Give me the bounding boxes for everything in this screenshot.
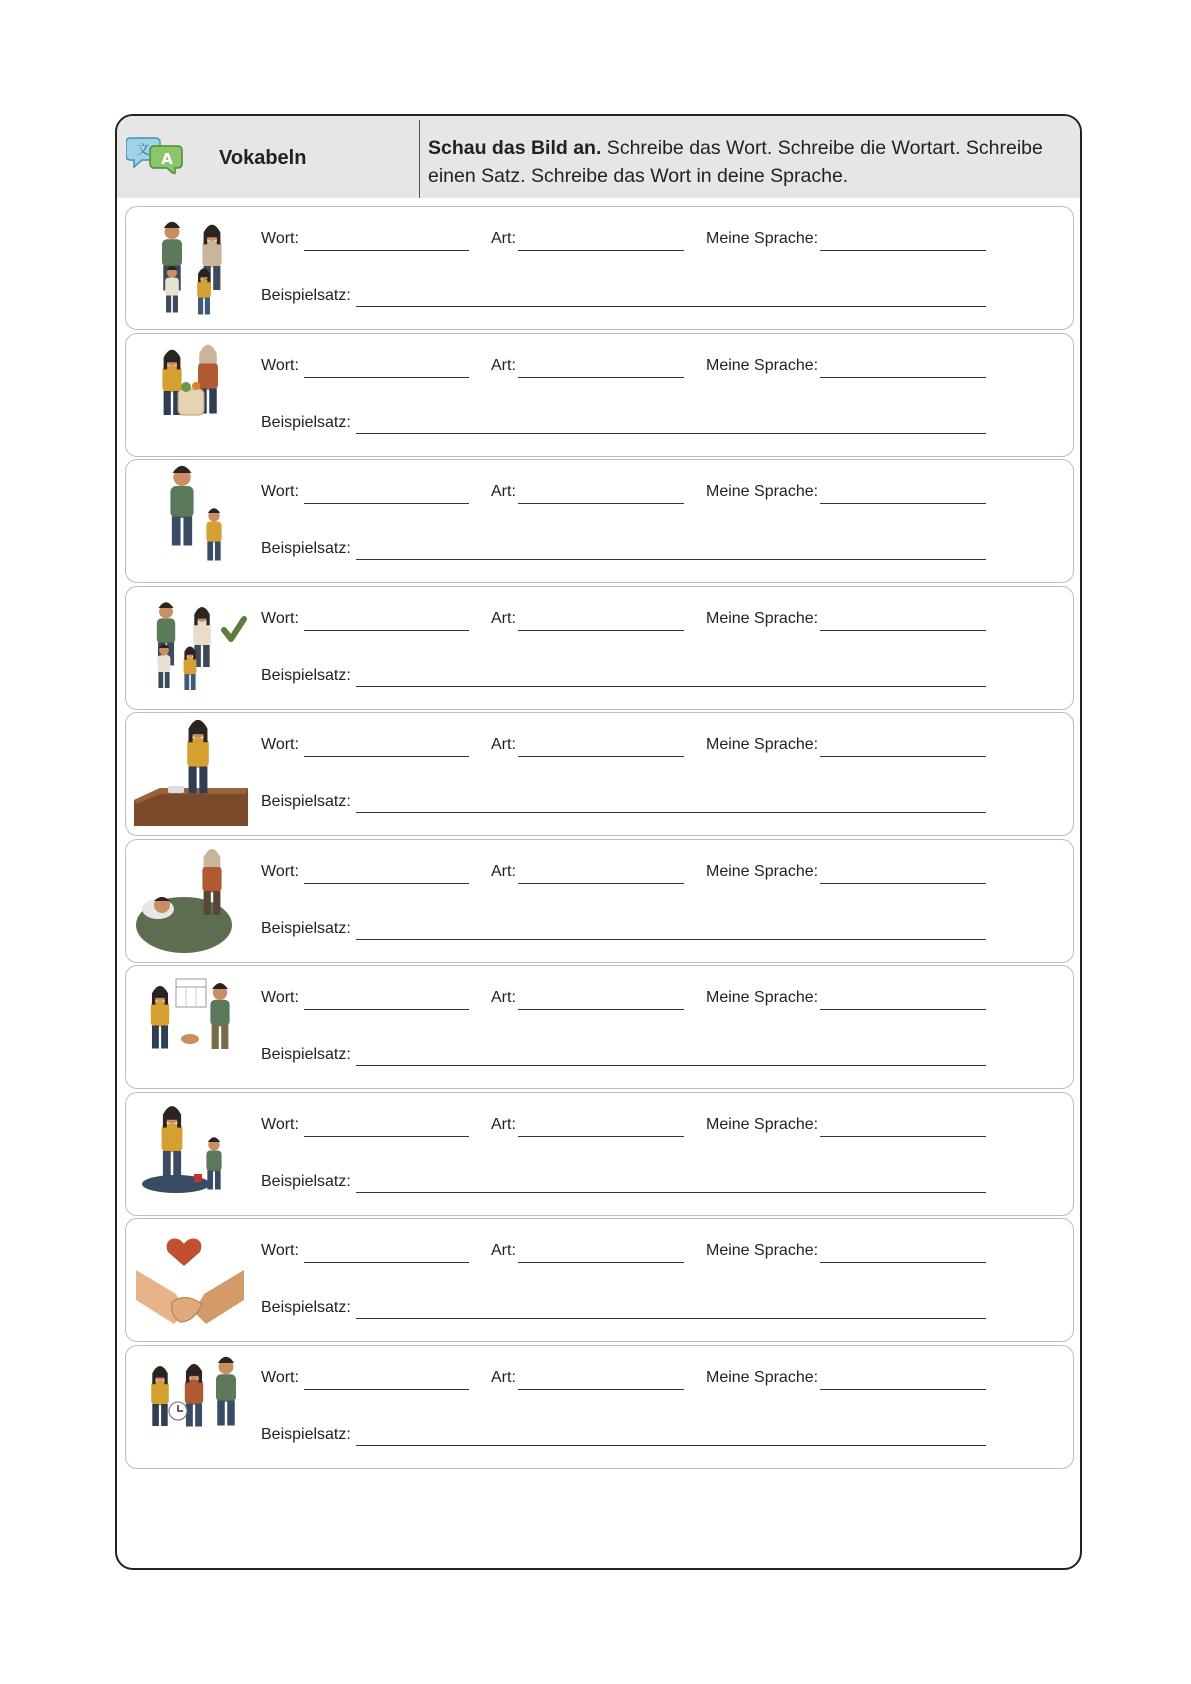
word-label: Wort:	[261, 356, 299, 374]
type-input-line[interactable]	[518, 1009, 684, 1010]
sentence-label: Beispielsatz:	[261, 919, 351, 937]
language-input-line[interactable]	[820, 756, 986, 757]
word-label: Wort:	[261, 989, 299, 1006]
worksheet-header	[117, 116, 1080, 198]
type-input-line[interactable]	[518, 1389, 684, 1390]
type-input-line[interactable]	[518, 377, 684, 378]
vocab-card	[125, 1218, 1074, 1342]
type-label: Art:	[491, 989, 516, 1006]
sentence-input-line[interactable]	[356, 1445, 986, 1446]
type-label: Art:	[491, 1115, 516, 1133]
worksheet	[115, 114, 1082, 1570]
language-label: Meine Sprache:	[706, 736, 819, 753]
word-input-line[interactable]	[304, 1136, 469, 1137]
vocab-card	[125, 965, 1074, 1089]
vocab-card	[125, 1092, 1074, 1216]
language-input-line[interactable]	[820, 1136, 986, 1137]
sentence-label: Beispielsatz:	[261, 666, 351, 684]
vocab-card	[125, 459, 1074, 583]
sentence-label: Beispielsatz:	[261, 793, 351, 810]
sentence-input-line[interactable]	[356, 1192, 986, 1193]
instructions	[428, 134, 1068, 190]
carrying-groceries-picture	[132, 337, 250, 455]
language-input-line[interactable]	[820, 503, 986, 504]
playing-with-child-picture	[132, 1096, 250, 1214]
language-label: Meine Sprache:	[706, 1115, 819, 1133]
language-input-line[interactable]	[820, 1009, 986, 1010]
sentence-input-line[interactable]	[356, 1318, 986, 1319]
type-label: Art:	[491, 1242, 516, 1259]
sentence-input-line[interactable]	[356, 1065, 986, 1066]
type-label: Art:	[491, 862, 516, 880]
language-input-line[interactable]	[820, 377, 986, 378]
sentence-input-line[interactable]	[356, 812, 986, 813]
svg-text:文: 文	[136, 143, 150, 158]
type-input-line[interactable]	[518, 630, 684, 631]
instructions-text: Schreibe das Wort. Schreibe die Wortart. Schreibe einen Satz. Schreibe das Wort in deine Sprache.	[428, 137, 1043, 187]
handshake-appointment-picture	[132, 969, 250, 1087]
word-input-line[interactable]	[304, 1262, 469, 1263]
vocab-card	[125, 333, 1074, 457]
father-child-walking-picture	[132, 463, 250, 581]
sentence-label: Beispielsatz:	[261, 1046, 351, 1063]
sentence-label: Beispielsatz:	[261, 540, 351, 557]
family-portrait-picture	[132, 210, 250, 328]
word-label: Wort:	[261, 609, 299, 627]
type-input-line[interactable]	[518, 1136, 684, 1137]
sentence-label: Beispielsatz:	[261, 1172, 351, 1190]
language-label: Meine Sprache:	[706, 230, 819, 247]
word-input-line[interactable]	[304, 377, 469, 378]
language-label: Meine Sprache:	[706, 862, 819, 880]
sentence-label: Beispielsatz:	[261, 1299, 351, 1316]
word-input-line[interactable]	[304, 630, 469, 631]
instructions-bold: Schau das Bild an.	[428, 137, 602, 159]
svg-text:A: A	[161, 150, 173, 168]
type-input-line[interactable]	[518, 756, 684, 757]
word-label: Wort:	[261, 1242, 299, 1259]
sentence-label: Beispielsatz:	[261, 413, 351, 431]
family-with-clock-picture	[132, 1349, 250, 1467]
header-divider	[419, 120, 420, 198]
handshake-heart-picture	[132, 1222, 250, 1340]
word-input-line[interactable]	[304, 1389, 469, 1390]
language-input-line[interactable]	[820, 1389, 986, 1390]
vocab-card	[125, 586, 1074, 710]
cleaning-table-picture	[132, 716, 250, 834]
word-label: Wort:	[261, 1115, 299, 1133]
header-title: Vokabeln	[219, 147, 307, 169]
word-input-line[interactable]	[304, 883, 469, 884]
word-input-line[interactable]	[304, 503, 469, 504]
type-label: Art:	[491, 356, 516, 374]
type-input-line[interactable]	[518, 250, 684, 251]
language-label: Meine Sprache:	[706, 609, 819, 627]
language-label: Meine Sprache:	[706, 989, 819, 1006]
type-label: Art:	[491, 230, 516, 247]
word-label: Wort:	[261, 483, 299, 500]
language-label: Meine Sprache:	[706, 483, 819, 500]
language-label: Meine Sprache:	[706, 1368, 819, 1386]
language-input-line[interactable]	[820, 630, 986, 631]
word-label: Wort:	[261, 1368, 299, 1386]
vocab-card	[125, 1345, 1074, 1469]
language-input-line[interactable]	[820, 883, 986, 884]
vocab-card	[125, 839, 1074, 963]
sentence-input-line[interactable]	[356, 559, 986, 560]
word-label: Wort:	[261, 862, 299, 880]
vocab-card	[125, 206, 1074, 330]
language-label: Meine Sprache:	[706, 1242, 819, 1259]
word-input-line[interactable]	[304, 1009, 469, 1010]
type-label: Art:	[491, 609, 516, 627]
type-input-line[interactable]	[518, 1262, 684, 1263]
family-checkmark-picture	[132, 590, 250, 708]
type-input-line[interactable]	[518, 503, 684, 504]
language-input-line[interactable]	[820, 1262, 986, 1263]
type-label: Art:	[491, 736, 516, 753]
word-label: Wort:	[261, 230, 299, 247]
sentence-label: Beispielsatz:	[261, 1425, 351, 1443]
sentence-input-line[interactable]	[356, 686, 986, 687]
translate-icon	[126, 134, 186, 174]
caring-for-sick-child-picture	[132, 843, 250, 961]
word-label: Wort:	[261, 736, 299, 753]
vocab-card	[125, 712, 1074, 836]
word-input-line[interactable]	[304, 756, 469, 757]
type-label: Art:	[491, 1368, 516, 1386]
sentence-label: Beispielsatz:	[261, 287, 351, 304]
type-input-line[interactable]	[518, 883, 684, 884]
sentence-input-line[interactable]	[356, 433, 986, 434]
language-label: Meine Sprache:	[706, 356, 819, 374]
word-input-line[interactable]	[304, 250, 469, 251]
sentence-input-line[interactable]	[356, 939, 986, 940]
sentence-input-line[interactable]	[356, 306, 986, 307]
language-input-line[interactable]	[820, 250, 986, 251]
type-label: Art:	[491, 483, 516, 500]
